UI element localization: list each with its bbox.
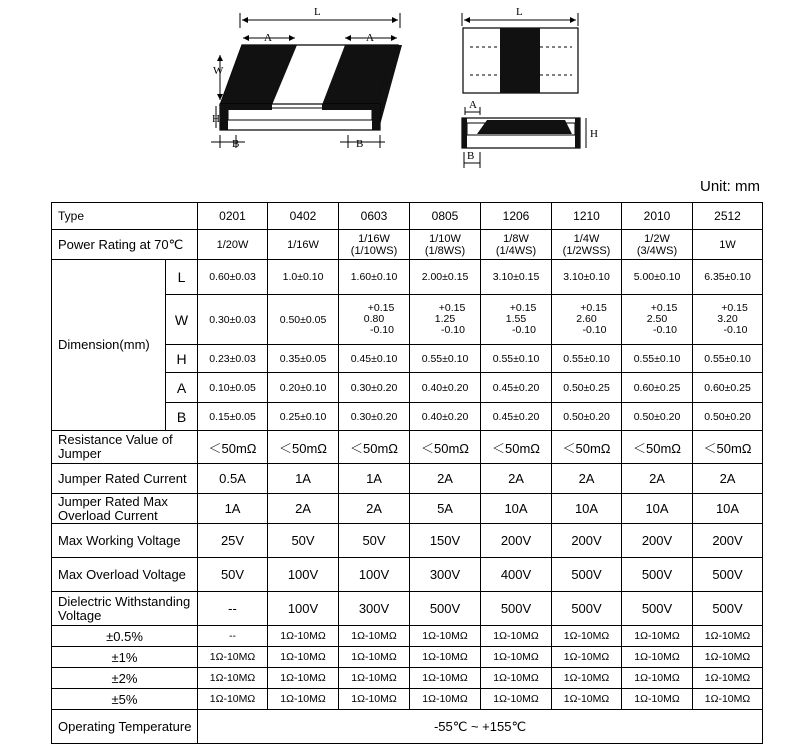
spec-cell: 25V [198, 524, 268, 558]
temperature-value: -55℃ ~ +155℃ [198, 710, 763, 744]
label-B-left-1: B [232, 138, 240, 150]
label-B-left-2: B [356, 138, 364, 150]
table-row-temperature [52, 710, 763, 744]
spec-cell: 1A [198, 494, 268, 524]
table-row-spec [52, 558, 763, 592]
tolerance-minus: -0.10 [441, 324, 465, 336]
tolerance-cell: 1Ω-10MΩ [268, 668, 339, 689]
resistor-3d-view [211, 6, 402, 150]
type-1206: 1206 [481, 203, 552, 230]
tolerance-cell: 1Ω-10MΩ [410, 626, 481, 647]
table-row-tolerance [52, 647, 763, 668]
tolerance-cell: 1Ω-10MΩ [410, 647, 481, 668]
spec-cell: ＜50mΩ [198, 431, 268, 464]
spec-cell: 100V [268, 592, 339, 626]
table-row-tolerance [52, 689, 763, 710]
tolerance-cell: 1Ω-10MΩ [693, 668, 763, 689]
tolerance-cell: 1Ω-10MΩ [268, 647, 339, 668]
power-cell [410, 230, 481, 260]
spec-cell: 2A [481, 464, 552, 494]
spec-cell: 500V [410, 592, 481, 626]
label-A-left-2: A [366, 32, 374, 44]
spec-table [51, 202, 763, 744]
power-value: 1/8W [503, 232, 529, 245]
spec-cell: ＜50mΩ [693, 431, 763, 464]
spec-cell: 10A [693, 494, 763, 524]
tolerance-plus: +0.15 [438, 302, 466, 314]
dimension-cell: 0.55±0.10 [410, 345, 481, 373]
tolerance-cell: 1Ω-10MΩ [198, 668, 268, 689]
dimension-cell: 3.10±0.10 [552, 260, 622, 295]
dimension-cell: 0.45±0.10 [339, 345, 410, 373]
dimension-cell: 0.55±0.10 [693, 345, 763, 373]
spec-cell: 2A [410, 464, 481, 494]
spec-cell: ＜50mΩ [268, 431, 339, 464]
tolerance-cell: 1Ω-10MΩ [552, 668, 622, 689]
resistor-dimension-drawing [0, 0, 810, 180]
type-0201: 0201 [198, 203, 268, 230]
dimension-cell-asym [339, 295, 410, 345]
dimension-cell: 0.15±0.05 [198, 403, 268, 431]
dimension-cell: 3.10±0.15 [481, 260, 552, 295]
spec-label: Max Overload Voltage [52, 558, 198, 592]
tolerance-cell: 1Ω-10MΩ [410, 689, 481, 710]
type-1210: 1210 [552, 203, 622, 230]
tolerance-plus: +0.15 [650, 302, 678, 314]
nominal-value: 3.20 [717, 313, 738, 325]
power-cell [481, 230, 552, 260]
table-row-spec [52, 431, 763, 464]
spec-label: Jumper Rated Current [52, 464, 198, 494]
dimension-cell: 0.50±0.20 [693, 403, 763, 431]
dimension-cell: 6.35±0.10 [693, 260, 763, 295]
spec-cell: 150V [410, 524, 481, 558]
spec-cell: 50V [339, 524, 410, 558]
tolerance-cell: -- [198, 626, 268, 647]
tolerance-cell: 1Ω-10MΩ [339, 689, 410, 710]
spec-cell: 10A [481, 494, 552, 524]
tolerance-cell: 1Ω-10MΩ [622, 626, 693, 647]
tolerance-cell: 1Ω-10MΩ [552, 647, 622, 668]
spec-cell: 200V [622, 524, 693, 558]
spec-table-body [52, 203, 763, 744]
dimension-symbol-L: L [166, 260, 198, 295]
table-row-tolerance [52, 626, 763, 647]
power-cell [198, 230, 268, 260]
spec-cell: -- [198, 592, 268, 626]
dimension-cell: 0.50±0.05 [268, 295, 339, 345]
dimension-cell: 0.60±0.03 [198, 260, 268, 295]
tolerance-label: ±0.5% [52, 626, 198, 647]
label-W: W [213, 65, 224, 77]
table-row-type [52, 203, 763, 230]
power-cell [622, 230, 693, 260]
type-label: Type [52, 203, 198, 230]
tolerance-cell: 1Ω-10MΩ [693, 689, 763, 710]
tolerance-cell: 1Ω-10MΩ [693, 626, 763, 647]
type-0805: 0805 [410, 203, 481, 230]
type-2010: 2010 [622, 203, 693, 230]
spec-cell: 2A [268, 494, 339, 524]
tolerance-cell: 1Ω-10MΩ [693, 647, 763, 668]
dimension-cell: 0.60±0.25 [622, 373, 693, 403]
dimension-cell: 0.55±0.10 [552, 345, 622, 373]
tolerance-cell: 1Ω-10MΩ [622, 668, 693, 689]
tolerance-minus: -0.10 [723, 324, 748, 336]
tolerance-cell: 1Ω-10MΩ [481, 626, 552, 647]
tolerance-cell: 1Ω-10MΩ [481, 647, 552, 668]
dimension-cell: 0.40±0.20 [410, 403, 481, 431]
dimension-cell: 0.10±0.05 [198, 373, 268, 403]
spec-cell: ＜50mΩ [552, 431, 622, 464]
dimension-cell-asym [481, 295, 552, 345]
tolerance-cell: 1Ω-10MΩ [198, 689, 268, 710]
tolerance-minus: -0.10 [582, 324, 607, 336]
dimension-symbol-A: A [166, 373, 198, 403]
spec-label: Resistance Value of Jumper [52, 431, 198, 464]
dimension-cell: 1.60±0.10 [339, 260, 410, 295]
dimension-cell: 0.30±0.20 [339, 403, 410, 431]
dimension-cell: 0.35±0.05 [268, 345, 339, 373]
type-0402: 0402 [268, 203, 339, 230]
power-label: Power Rating at 70℃ [52, 230, 198, 260]
spec-cell: 2A [339, 494, 410, 524]
label-B-right: B [467, 150, 475, 162]
dimension-cell: 0.50±0.20 [622, 403, 693, 431]
power-value-alt: (1/8WS) [424, 244, 466, 257]
tolerance-cell: 1Ω-10MΩ [339, 626, 410, 647]
nominal-value: 1.55 [505, 313, 527, 325]
table-row-spec [52, 592, 763, 626]
table-row-spec [52, 524, 763, 558]
tolerance-cell: 1Ω-10MΩ [552, 689, 622, 710]
dimension-cell: 0.55±0.10 [481, 345, 552, 373]
power-cell [268, 230, 339, 260]
dimension-cell: 2.00±0.15 [410, 260, 481, 295]
tolerance-cell: 1Ω-10MΩ [268, 626, 339, 647]
dimension-cell: 1.0±0.10 [268, 260, 339, 295]
spec-cell: 500V [622, 558, 693, 592]
label-A-right: A [469, 99, 477, 111]
spec-label: Max Working Voltage [52, 524, 198, 558]
dimension-cell: 0.50±0.25 [552, 373, 622, 403]
spec-label: Jumper Rated Max Overload Current [52, 494, 198, 524]
dimension-symbol-B: B [166, 403, 198, 431]
power-value-alt: (1/10WS) [350, 244, 398, 257]
dimension-cell: 0.30±0.20 [339, 373, 410, 403]
spec-cell: 500V [693, 592, 763, 626]
power-value: 1/10W [429, 232, 461, 245]
dimension-cell-asym [410, 295, 481, 345]
power-value: 1/20W [216, 238, 249, 251]
spec-cell: 1A [268, 464, 339, 494]
spec-cell: ＜50mΩ [622, 431, 693, 464]
spec-cell: 50V [198, 558, 268, 592]
label-A-left-1: A [264, 32, 272, 44]
spec-cell: 200V [693, 524, 763, 558]
spec-cell: 10A [622, 494, 693, 524]
nominal-value: 0.80 [363, 313, 385, 325]
spec-cell: 50V [268, 524, 339, 558]
spec-cell: 400V [481, 558, 552, 592]
dimension-cell: 0.20±0.10 [268, 373, 339, 403]
tolerance-label: ±2% [52, 668, 198, 689]
tolerance-cell: 1Ω-10MΩ [268, 689, 339, 710]
dimension-cell: 0.25±0.10 [268, 403, 339, 431]
tolerance-plus: +0.15 [509, 302, 537, 314]
table-row-spec [52, 494, 763, 524]
spec-cell: 500V [552, 592, 622, 626]
tolerance-cell: 1Ω-10MΩ [481, 668, 552, 689]
nominal-value: 2.60 [576, 313, 597, 325]
dimension-cell-asym [552, 295, 622, 345]
spec-cell: 500V [481, 592, 552, 626]
resistor-top-view [462, 6, 598, 168]
tolerance-minus: -0.10 [512, 324, 536, 336]
power-value: 1/2W [644, 232, 670, 245]
spec-cell: 100V [339, 558, 410, 592]
type-2512: 2512 [693, 203, 763, 230]
tolerance-plus: +0.15 [580, 302, 607, 314]
tolerance-cell: 1Ω-10MΩ [622, 689, 693, 710]
tolerance-plus: +0.15 [367, 302, 395, 314]
spec-label: Dielectric Withstanding Voltage [52, 592, 198, 626]
tolerance-plus: +0.15 [721, 302, 748, 314]
tolerance-minus: -0.10 [370, 324, 394, 336]
dimension-cell: 0.50±0.20 [552, 403, 622, 431]
spec-cell: 1A [339, 464, 410, 494]
unit-label: Unit: mm [700, 178, 760, 195]
spec-cell: 500V [693, 558, 763, 592]
tolerance-minus: -0.10 [653, 324, 677, 336]
nominal-value: 1.25 [434, 313, 456, 325]
spec-cell: 500V [622, 592, 693, 626]
spec-cell: 2A [693, 464, 763, 494]
dimension-cell: 0.23±0.03 [198, 345, 268, 373]
spec-cell: 300V [410, 558, 481, 592]
dimension-cell: 0.45±0.20 [481, 373, 552, 403]
dimension-cell: 0.40±0.20 [410, 373, 481, 403]
dimension-cell-asym [693, 295, 763, 345]
tolerance-label: ±5% [52, 689, 198, 710]
power-cell [693, 230, 763, 260]
dimension-cell: 0.30±0.03 [198, 295, 268, 345]
label-H-right: H [590, 128, 598, 140]
table-row-tolerance [52, 668, 763, 689]
nominal-value: 2.50 [646, 313, 668, 325]
power-cell [552, 230, 622, 260]
spec-cell: 2A [622, 464, 693, 494]
spec-cell: 200V [552, 524, 622, 558]
power-value-alt: (1/2WSS) [562, 244, 611, 257]
spec-cell: 5A [410, 494, 481, 524]
dimension-cell: 5.00±0.10 [622, 260, 693, 295]
table-row-spec [52, 464, 763, 494]
dimension-symbol-W: W [166, 295, 198, 345]
tolerance-cell: 1Ω-10MΩ [198, 647, 268, 668]
dimension-cell-asym [622, 295, 693, 345]
label-L-right: L [516, 6, 523, 18]
label-H-left: H [212, 113, 220, 125]
dimension-symbol-H: H [166, 345, 198, 373]
spec-cell: 0.5A [198, 464, 268, 494]
spec-cell: 100V [268, 558, 339, 592]
tolerance-cell: 1Ω-10MΩ [622, 647, 693, 668]
spec-cell: 2A [552, 464, 622, 494]
spec-cell: 500V [552, 558, 622, 592]
power-cell [339, 230, 410, 260]
power-value-alt: (1/4WS) [495, 244, 537, 257]
spec-cell: ＜50mΩ [481, 431, 552, 464]
spec-cell: ＜50mΩ [339, 431, 410, 464]
power-value-alt: (3/4WS) [636, 244, 678, 257]
tolerance-label: ±1% [52, 647, 198, 668]
spec-cell: 200V [481, 524, 552, 558]
table-row-dimension-L [52, 260, 763, 295]
spec-cell: ＜50mΩ [410, 431, 481, 464]
power-value: 1/16W [287, 238, 319, 251]
dimension-cell: 0.45±0.20 [481, 403, 552, 431]
dimension-label: Dimension(mm) [52, 260, 166, 431]
dimension-cell: 0.55±0.10 [622, 345, 693, 373]
tolerance-cell: 1Ω-10MΩ [339, 647, 410, 668]
spec-cell: 10A [552, 494, 622, 524]
dimension-cell: 0.60±0.25 [693, 373, 763, 403]
spec-cell: 300V [339, 592, 410, 626]
tolerance-cell: 1Ω-10MΩ [410, 668, 481, 689]
type-0603: 0603 [339, 203, 410, 230]
label-L-left: L [314, 6, 321, 18]
tolerance-cell: 1Ω-10MΩ [481, 689, 552, 710]
tolerance-cell: 1Ω-10MΩ [552, 626, 622, 647]
power-value: 1/4W [573, 232, 600, 245]
temperature-label: Operating Temperature [52, 710, 198, 744]
power-value: 1W [719, 238, 736, 251]
table-row-power [52, 230, 763, 260]
tolerance-cell: 1Ω-10MΩ [339, 668, 410, 689]
power-value: 1/16W [358, 232, 390, 245]
